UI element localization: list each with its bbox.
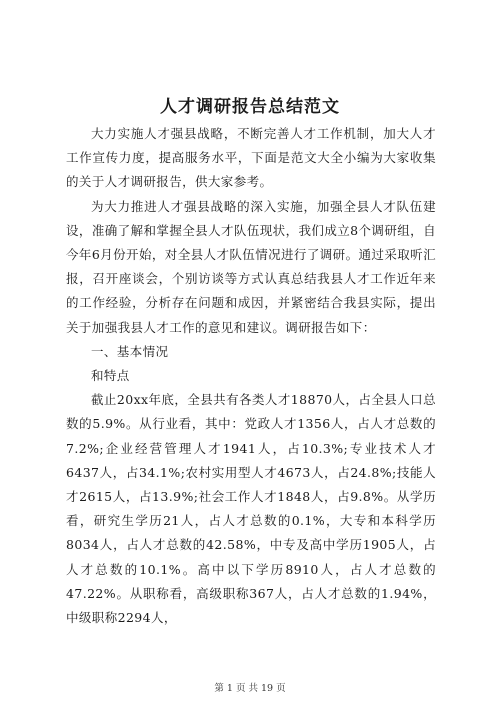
background-paragraph: 为大力推进人才强县战略的深入实施，加强全县人才队伍建设，准确了解和掌握全县人才队伍现状，我们成立8个调研组，自今年6月份开始，对全县人才队伍情况进行了调研。通过采取听汇报，召开座谈会，个别访谈等方式认真总结我县人才工作近年来的工作经验，分析存在问题和成因，并紧密结合我县实际，提出关于加强我县人才工作的意见和建议。调研报告如下： (66, 198, 436, 335)
intro-paragraph: 大力实施人才强县战略，不断完善人才工作机制，加大人才工作宣传力度，提高服务水平，下面是范文大全小编为大家收集的关于人才调研报告，供大家参考。 (66, 126, 436, 190)
page-title: 人才调研报告总结范文 (160, 97, 340, 117)
section-heading-continued: 和特点 (91, 368, 130, 384)
statistics-paragraph: 截止20xx年底，全县共有各类人才18870人，占全县人口总数的5.9%。从行业看，其中：党政人才1356人，占人才总数的7.2%;企业经营管理人才1941人，占10.3%;专业技术人才6437人，占34.1%;农村实用型人才4673人，占24.8%;技能人才2615人，占13.9%;社会工作人才1848人，占9.8%。从学历看，研究生学历21人，占人才总数的0.1%，大专和本科学历8034人，占人才总数的42.58%，中专及高中学历1905人，占人才总数的10.1%。高中以下学历8910人，占人才总数的47.22%。从职称看，高级职称367人，占人才总数的1.94%，中级职称2294人， (66, 392, 436, 626)
document-body (66, 122, 436, 630)
page-footer: 第 1 页 共 19 页 (214, 683, 286, 694)
section-heading: 一、基本情况 (91, 343, 169, 359)
